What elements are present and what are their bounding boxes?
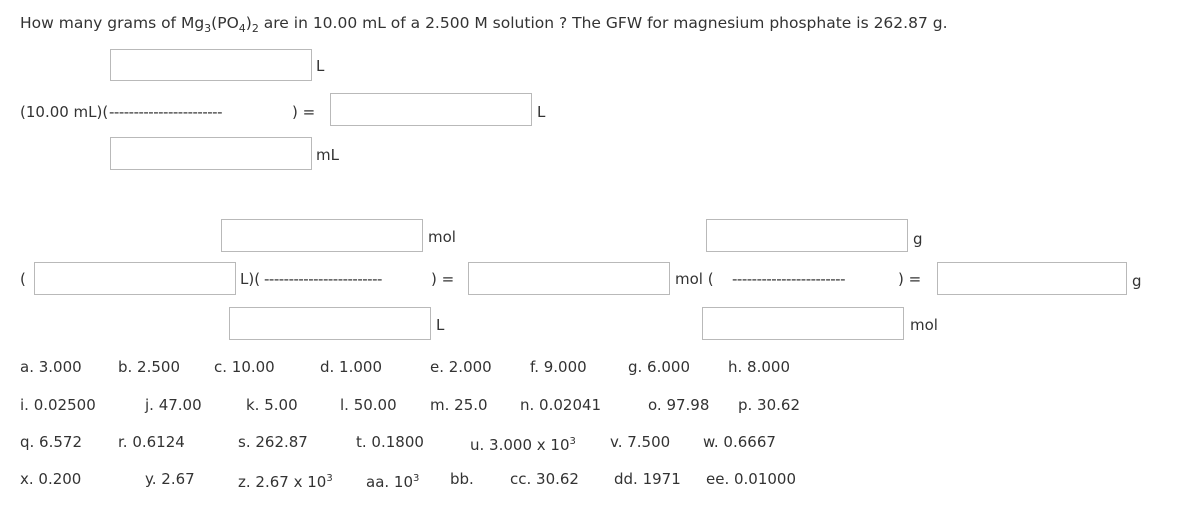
question-text	[20, 14, 948, 38]
option-i: i. 0.02500	[20, 396, 96, 414]
option-r: r. 0.6124	[118, 433, 185, 451]
option-z-exponent: 3	[326, 473, 333, 484]
option-cc: cc. 30.62	[510, 470, 579, 488]
step1-result-unit: L	[537, 103, 546, 121]
step2-fraction-bar-b: -----------------------	[732, 270, 845, 288]
step2-frac-a-denominator-unit: L	[436, 316, 445, 334]
step2-frac-b-denominator-input[interactable]	[702, 307, 904, 340]
step1-numerator-input[interactable]	[110, 49, 312, 81]
option-l: l. 50.00	[340, 396, 397, 414]
option-b: b. 2.500	[118, 358, 180, 376]
option-aa-base: aa. 10	[366, 473, 414, 491]
step1-denominator-unit: mL	[316, 146, 339, 164]
step2-close-equals-b: ) =	[898, 270, 922, 288]
option-w: w. 0.6667	[703, 433, 776, 451]
option-h: h. 8.000	[728, 358, 790, 376]
step2-close-equals-a: ) =	[431, 270, 455, 288]
step2-open-paren: (	[20, 270, 26, 288]
option-k: k. 5.00	[246, 396, 298, 414]
option-ee: ee. 0.01000	[706, 470, 797, 488]
option-u	[470, 433, 576, 454]
option-q: q. 6.572	[20, 433, 82, 451]
option-c: c. 10.00	[214, 358, 275, 376]
formula-sub-3: 2	[251, 22, 259, 36]
step1-fraction-bar: -----------------------	[109, 103, 222, 121]
option-j: j. 47.00	[145, 396, 202, 414]
step2-frac-b-numerator-unit: g	[913, 230, 923, 248]
option-x: x. 0.200	[20, 470, 82, 488]
step2-first-unit: L)(	[240, 270, 261, 288]
step1-close-equals: ) =	[292, 103, 316, 121]
step1-numerator-unit: L	[316, 57, 325, 75]
option-o: o. 97.98	[648, 396, 710, 414]
step2-fraction-bar-a: ------------------------	[264, 270, 382, 288]
step2-first-input[interactable]	[34, 262, 236, 295]
step1-given: (10.00 mL)(	[20, 103, 109, 121]
step2-frac-a-numerator-input[interactable]	[221, 219, 423, 252]
step2-final-unit: g	[1132, 272, 1142, 290]
option-aa	[366, 470, 419, 491]
question-lead: How many grams of	[20, 14, 181, 32]
option-t: t. 0.1800	[356, 433, 424, 451]
option-y: y. 2.67	[145, 470, 195, 488]
option-a: a. 3.000	[20, 358, 82, 376]
formula-mid: (PO	[211, 14, 239, 32]
step2-mid-input[interactable]	[468, 262, 670, 295]
formula-sub-2: 4	[238, 22, 246, 36]
formula-close: )	[245, 14, 252, 32]
option-p: p. 30.62	[738, 396, 800, 414]
step2-frac-b-numerator-input[interactable]	[706, 219, 908, 252]
option-z	[238, 470, 333, 491]
step1-result-input[interactable]	[330, 93, 532, 126]
step1-denominator-input[interactable]	[110, 137, 312, 170]
option-g: g. 6.000	[628, 358, 690, 376]
option-dd: dd. 1971	[614, 470, 681, 488]
option-s: s. 262.87	[238, 433, 308, 451]
formula-base: Mg	[180, 14, 205, 32]
step2-frac-a-denominator-input[interactable]	[229, 307, 431, 340]
question-tail: are in 10.00 mL of a 2.500 M solution ? The GFW for magnesium phosphate is 262.87 g.	[258, 14, 948, 32]
option-v: v. 7.500	[610, 433, 671, 451]
option-aa-exponent: 3	[413, 473, 420, 484]
step2-mid-unit: mol (	[675, 270, 714, 288]
option-z-base: z. 2.67 x 10	[238, 473, 327, 491]
step2-frac-a-numerator-unit: mol	[428, 228, 456, 246]
option-bb: bb.	[450, 470, 474, 488]
option-e: e. 2.000	[430, 358, 492, 376]
option-u-exponent: 3	[569, 436, 576, 447]
option-u-base: u. 3.000 x 10	[470, 436, 570, 454]
option-m: m. 25.0	[430, 396, 488, 414]
step2-final-input[interactable]	[937, 262, 1127, 295]
option-n: n. 0.02041	[520, 396, 602, 414]
step2-frac-b-denominator-unit: mol	[910, 316, 938, 334]
option-d: d. 1.000	[320, 358, 382, 376]
option-f: f. 9.000	[530, 358, 587, 376]
formula-sub-1: 3	[204, 22, 212, 36]
